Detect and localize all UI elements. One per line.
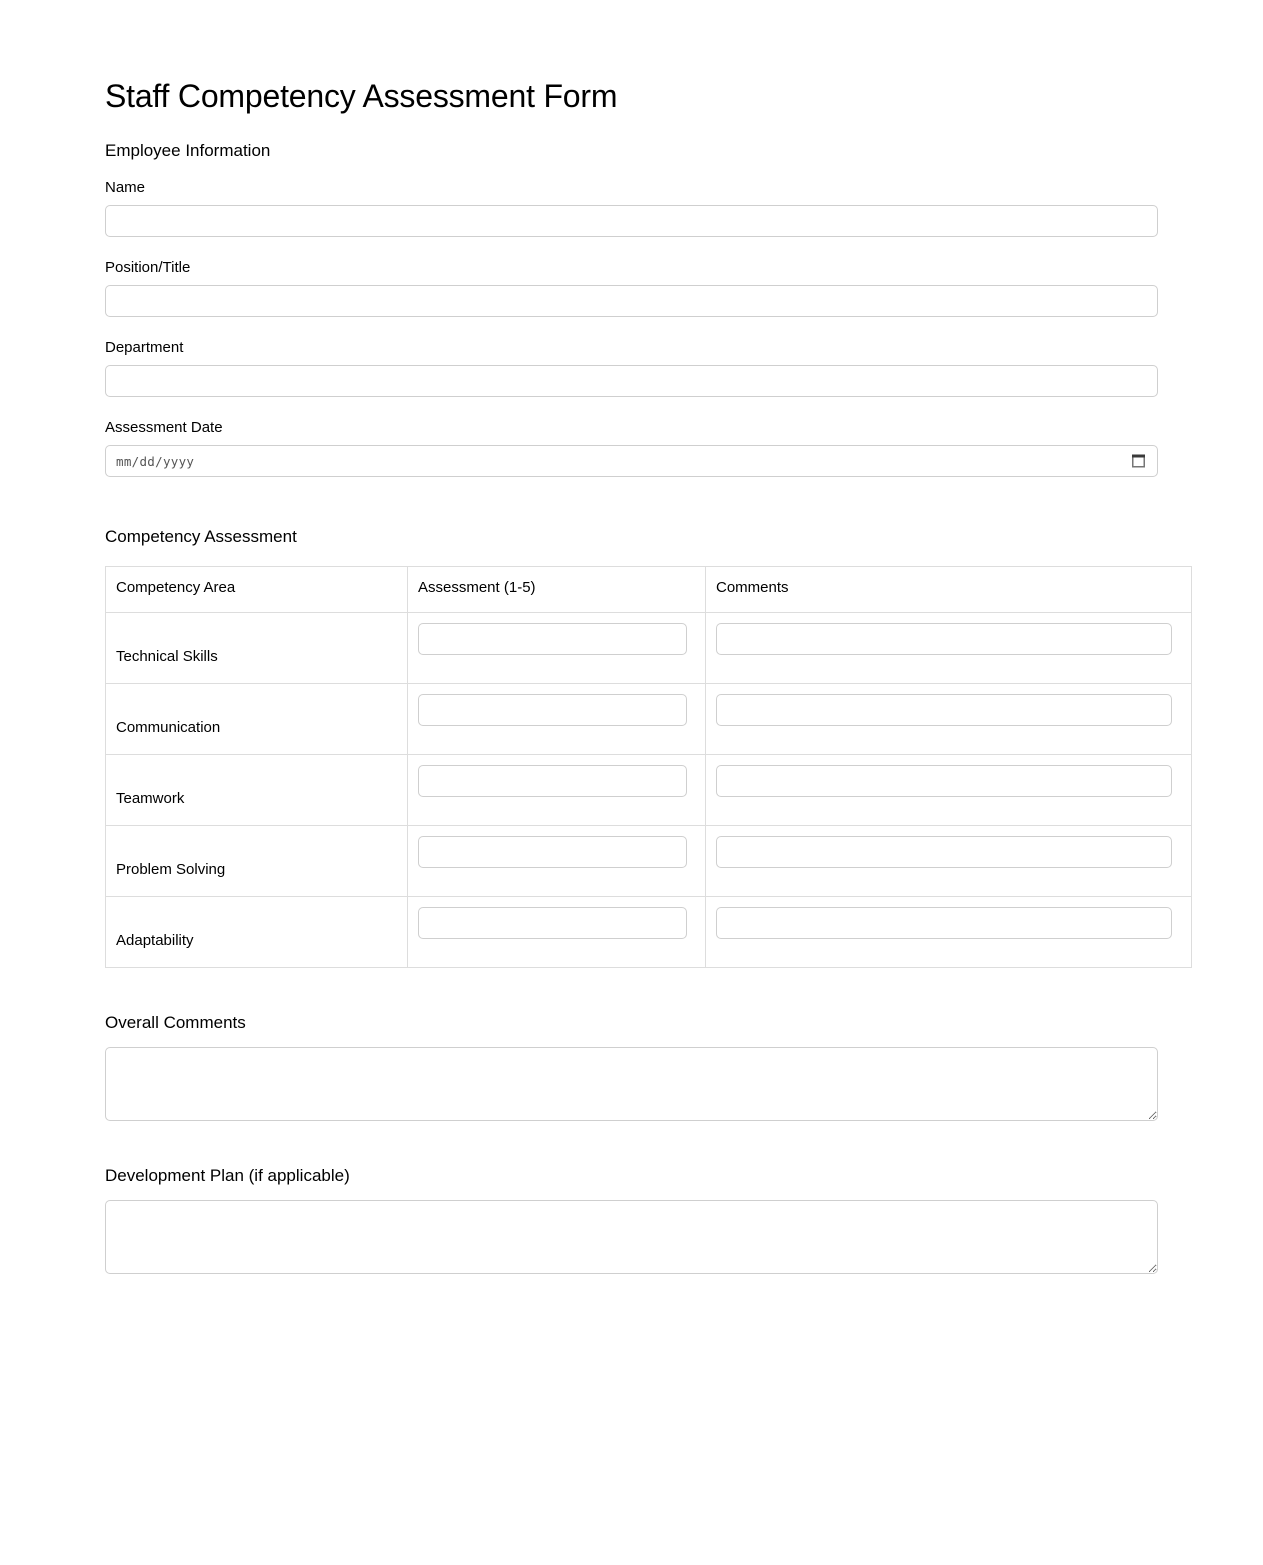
assessment-date-input[interactable] — [105, 445, 1158, 477]
field-assessment-date — [105, 419, 1158, 477]
table-header-row — [106, 566, 1192, 612]
name-label: Name — [105, 179, 146, 197]
competency-table — [105, 566, 1192, 968]
score-input-problem-solving[interactable] — [418, 836, 687, 868]
development-plan-textarea[interactable] — [105, 1200, 1158, 1274]
field-department — [105, 339, 1158, 397]
position-title-label: Position/Title — [105, 259, 191, 277]
score-input-adaptability[interactable] — [418, 907, 687, 939]
column-header-comments: Comments — [706, 566, 1192, 612]
comment-input-holder — [706, 613, 1191, 655]
employee-information-heading: Employee Information — [105, 140, 271, 160]
comment-input-holder — [706, 755, 1191, 797]
cell-assessment-score — [408, 896, 706, 967]
cell-competency-area — [106, 754, 408, 825]
assessment-date-label: Assessment Date — [105, 419, 223, 437]
competency-area-label: Problem Solving — [116, 860, 226, 878]
development-plan-heading: Development Plan (if applicable) — [105, 1165, 350, 1185]
department-label: Department — [105, 339, 184, 357]
comment-input-adaptability[interactable] — [716, 907, 1172, 939]
table-row — [106, 825, 1192, 896]
competency-area-label: Technical Skills — [116, 647, 218, 665]
comment-input-holder — [706, 826, 1191, 868]
score-input-communication[interactable] — [418, 694, 687, 726]
calendar-icon[interactable] — [1132, 455, 1145, 468]
score-input-teamwork[interactable] — [418, 765, 687, 797]
field-name — [105, 179, 1158, 237]
cell-competency-area — [106, 896, 408, 967]
score-input-holder — [408, 897, 705, 939]
cell-comment — [706, 754, 1192, 825]
overall-comments-textarea[interactable] — [105, 1047, 1158, 1121]
cell-competency-area — [106, 612, 408, 683]
score-input-technical-skills[interactable] — [418, 623, 687, 655]
score-input-holder — [408, 613, 705, 655]
column-header-competency-area: Competency Area — [106, 566, 408, 612]
cell-competency-area — [106, 825, 408, 896]
table-row — [106, 683, 1192, 754]
comment-input-holder — [706, 897, 1191, 939]
competency-assessment-section — [105, 527, 1158, 967]
cell-comment — [706, 612, 1192, 683]
name-input[interactable] — [105, 205, 1158, 237]
column-header-assessment: Assessment (1-5) — [408, 566, 706, 612]
comment-input-holder — [706, 684, 1191, 726]
comment-input-technical-skills[interactable] — [716, 623, 1172, 655]
overall-comments-section — [105, 1013, 1158, 1121]
development-plan-section — [105, 1166, 1158, 1274]
assessment-date-placeholder: mm/dd/yyyy — [116, 453, 195, 469]
cell-assessment-score — [408, 825, 706, 896]
cell-comment — [706, 896, 1192, 967]
competency-area-label: Teamwork — [116, 789, 185, 807]
department-input[interactable] — [105, 365, 1158, 397]
field-position-title — [105, 259, 1158, 317]
overall-comments-heading: Overall Comments — [105, 1012, 246, 1032]
employee-information-section — [105, 141, 1158, 477]
competency-assessment-heading: Competency Assessment — [105, 527, 297, 547]
position-title-input[interactable] — [105, 285, 1158, 317]
assessment-date-field — [105, 445, 1158, 477]
comment-input-problem-solving[interactable] — [716, 836, 1172, 868]
table-row — [106, 612, 1192, 683]
competency-area-label: Adaptability — [116, 931, 194, 949]
table-row — [106, 896, 1192, 967]
table-row — [106, 754, 1192, 825]
score-input-holder — [408, 826, 705, 868]
cell-assessment-score — [408, 683, 706, 754]
cell-assessment-score — [408, 754, 706, 825]
competency-table-body — [106, 612, 1192, 967]
cell-competency-area — [106, 683, 408, 754]
cell-assessment-score — [408, 612, 706, 683]
competency-area-label: Communication — [116, 718, 221, 736]
cell-comment — [706, 825, 1192, 896]
page-title: Staff Competency Assessment Form — [105, 78, 618, 114]
score-input-holder — [408, 684, 705, 726]
competency-table-head — [106, 566, 1192, 612]
comment-input-teamwork[interactable] — [716, 765, 1172, 797]
comment-input-communication[interactable] — [716, 694, 1172, 726]
score-input-holder — [408, 755, 705, 797]
cell-comment — [706, 683, 1192, 754]
